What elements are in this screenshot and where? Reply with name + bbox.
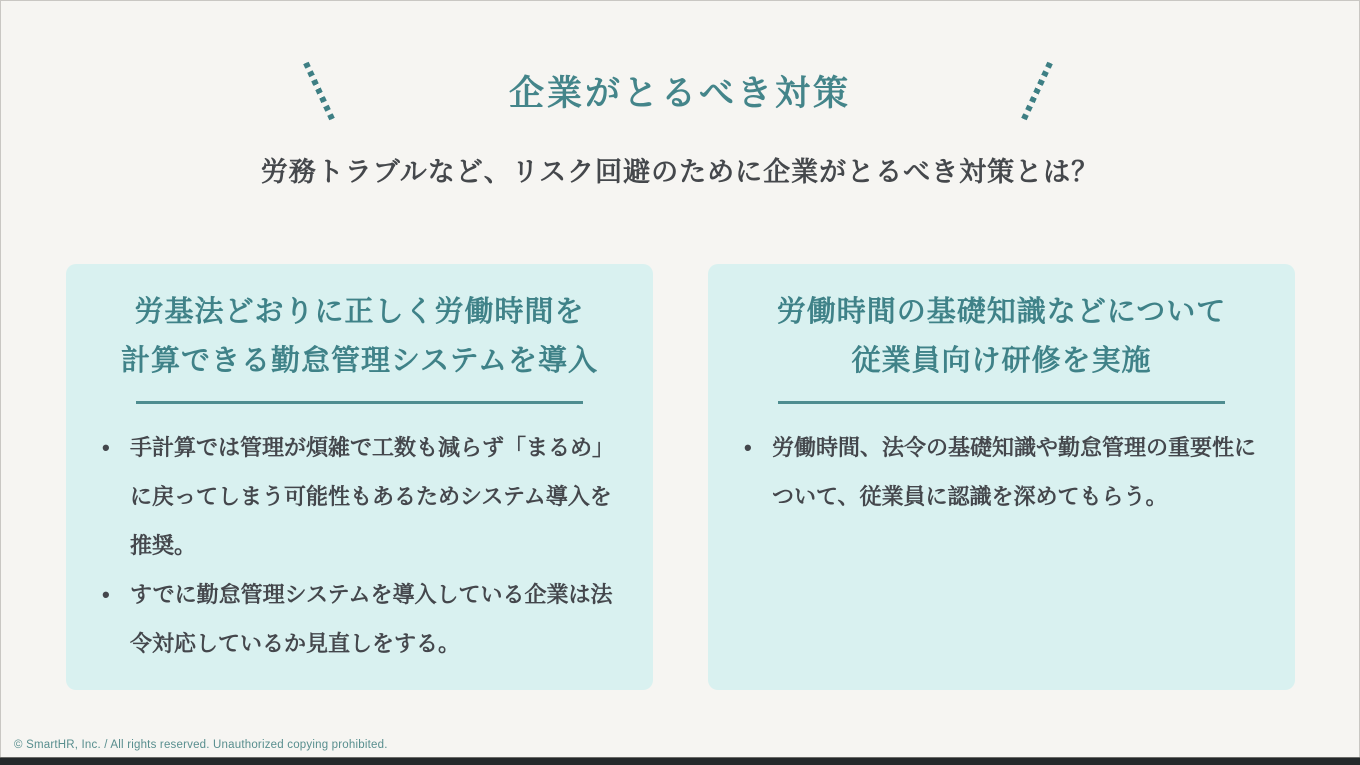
bottom-bar bbox=[0, 757, 1360, 765]
bullet-icon: • bbox=[744, 435, 752, 461]
card-heading bbox=[100, 288, 619, 385]
card-bullet-list bbox=[742, 424, 1261, 522]
copyright-notice: © SmartHR, Inc. / All rights reserved. Unauthorized copying prohibited. bbox=[14, 739, 388, 751]
bullet-icon: • bbox=[102, 581, 110, 607]
list-item bbox=[102, 571, 617, 669]
list-item bbox=[102, 424, 617, 570]
bullet-icon: • bbox=[102, 435, 110, 461]
bullet-text: 手計算では管理が煩雑で工数も減らず「まるめ」に戻ってしまう可能性もあるためシステム導入を推奨。 bbox=[130, 435, 615, 559]
list-item bbox=[744, 424, 1259, 522]
bullet-text: 労働時間、法令の基礎知識や勤怠管理の重要性について、従業員に認識を深めてもらう。 bbox=[772, 435, 1257, 510]
card-heading-line: 労基法どおりに正しく労働時間を bbox=[134, 296, 585, 328]
card-employee-training bbox=[708, 264, 1295, 690]
card-heading-line: 計算できる勤怠管理システムを導入 bbox=[120, 344, 599, 377]
card-heading bbox=[742, 288, 1261, 385]
slide-subtitle: 労務トラブルなど、リスク回避のために企業がとるべき対策とは？ bbox=[260, 157, 1100, 187]
card-heading-line: 従業員向け研修を実施 bbox=[851, 344, 1152, 377]
card-bullet-list bbox=[100, 424, 619, 668]
bullet-text: すでに勤怠管理システムを導入している企業は法令対応しているか見直しをする。 bbox=[130, 581, 613, 656]
heading-underline bbox=[778, 401, 1224, 404]
card-heading-line: 労働時間の基礎知識などについて bbox=[776, 296, 1227, 328]
heading-underline bbox=[136, 401, 582, 404]
slide-title: 企業がとるべき対策 bbox=[508, 74, 851, 113]
card-attendance-system bbox=[66, 264, 653, 690]
